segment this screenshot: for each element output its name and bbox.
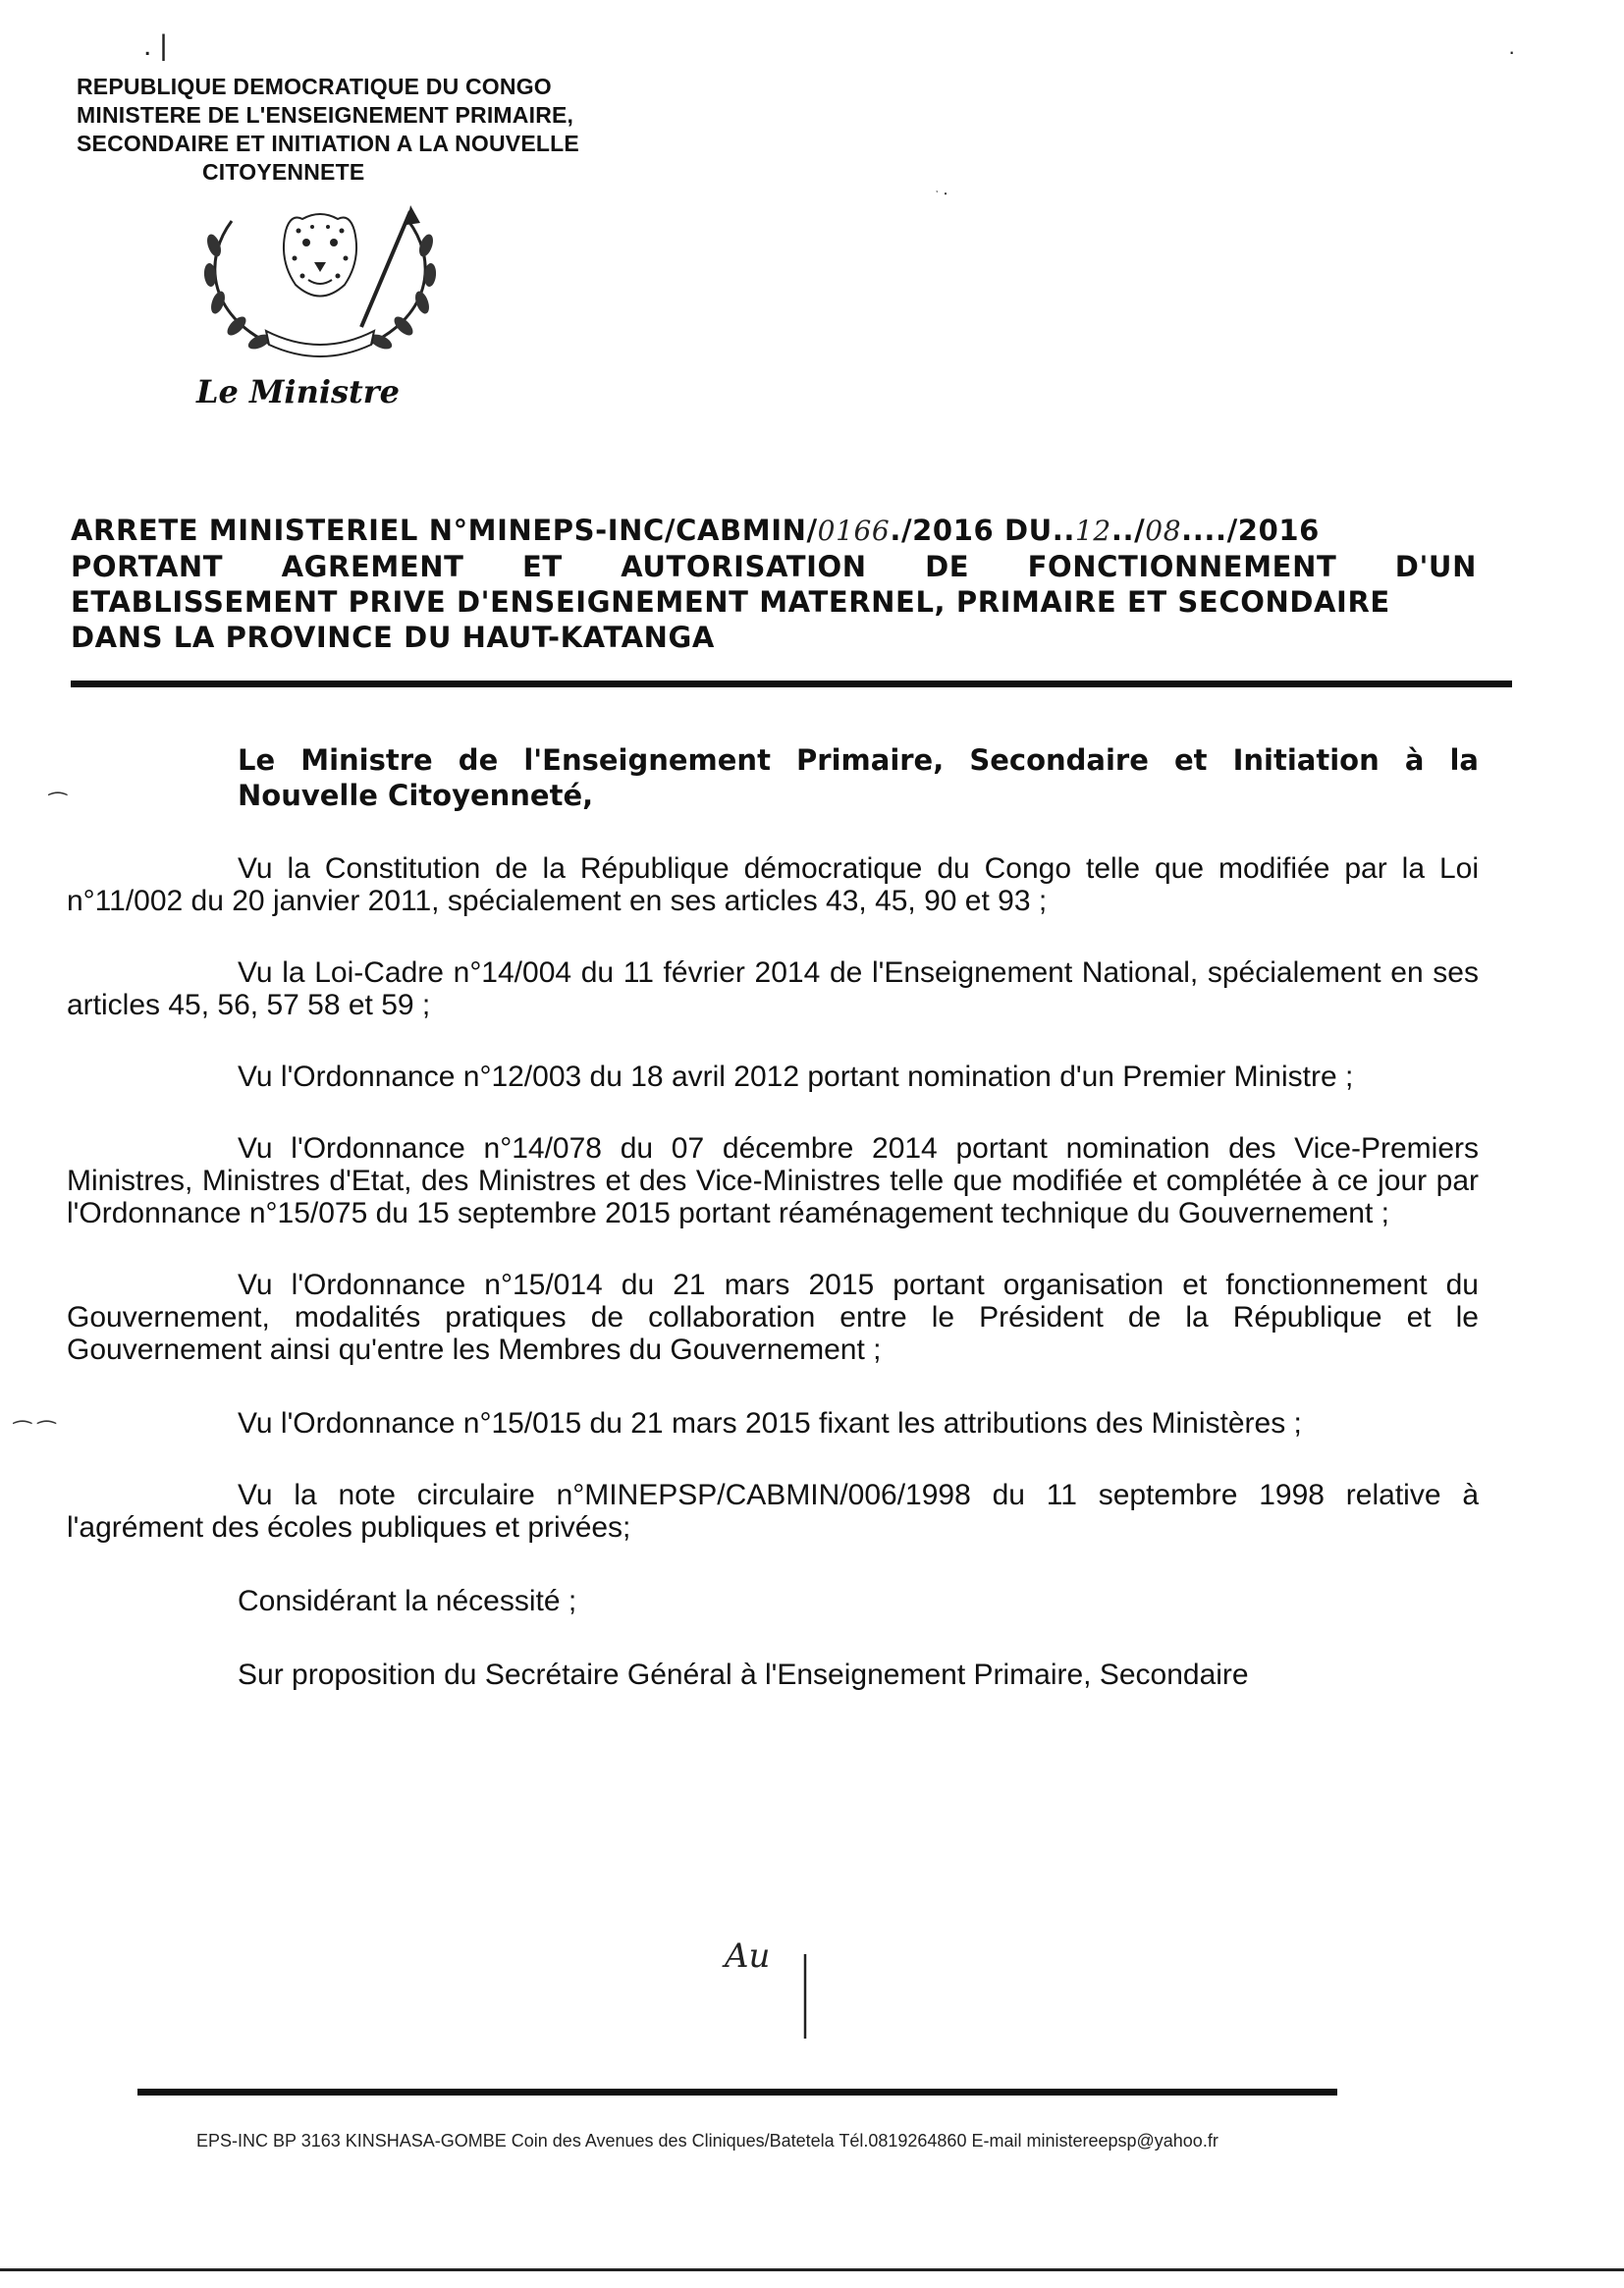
top-stray-mark: . | bbox=[143, 29, 168, 62]
decree-line3: ETABLISSEMENT PRIVE D'ENSEIGNEMENT MATERNEL, PRIMAIRE ET SECONDAIRE bbox=[71, 585, 1390, 619]
handwritten-decree-number: 0166 bbox=[817, 515, 891, 547]
header-country: REPUBLIQUE DEMOCRATIQUE DU CONGO bbox=[77, 74, 552, 99]
handwritten-day: 12 bbox=[1075, 515, 1111, 547]
header-ministry-line2: SECONDAIRE ET INITIATION A LA NOUVELLE bbox=[77, 131, 579, 156]
header-ministry-line3: CITOYENNETE bbox=[202, 159, 365, 185]
scan-bottom-edge bbox=[0, 2268, 1624, 2271]
handwritten-initials: Au bbox=[725, 1936, 771, 1976]
recital-ordonnance-organisation: Vu l'Ordonnance n°15/014 du 21 mars 2015 portant organisation et fonctionnement du Gouvernement, modalités pratiques de collaboration entre le Président de la République et le Gouvernement ainsi qu'entre les Membres du Gouvernement ; bbox=[67, 1269, 1479, 1366]
decree-title bbox=[71, 513, 1477, 655]
margin-mark-2: ⁀ ⁀ bbox=[14, 1422, 56, 1446]
decree-line1-prefix: ARRETE MINISTERIEL N°MINEPS-INC/CABMIN/0166./2016 DU..12../08..../2016 bbox=[71, 514, 1320, 547]
recital-note-circulaire: Vu la note circulaire n°MINEPSP/CABMIN/006/1998 du 11 septembre 1998 relative à l'agrément des écoles publiques et privées; bbox=[67, 1479, 1479, 1544]
recital-ordonnance-premier-ministre: Vu l'Ordonnance n°12/003 du 18 avril 2012 portant nomination d'un Premier Ministre ; bbox=[238, 1061, 1354, 1093]
footer-contact: EPS-INC BP 3163 KINSHASA-GOMBE Coin des Avenues des Cliniques/Batetela Tél.0819264860 E-mail ministereepsp@yahoo.fr bbox=[196, 2131, 1218, 2151]
corner-dot: · bbox=[1508, 39, 1516, 64]
handwritten-month: 08 bbox=[1145, 515, 1182, 547]
leopard-coat-of-arms-icon bbox=[192, 201, 448, 368]
recital-proposition: Sur proposition du Secrétaire Général à l'Enseignement Primaire, Secondaire bbox=[238, 1659, 1249, 1691]
decree-line4: DANS LA PROVINCE DU HAUT-KATANGA bbox=[71, 621, 715, 654]
footer-divider bbox=[137, 2089, 1337, 2096]
recital-loi-cadre: Vu la Loi-Cadre n°14/004 du 11 février 2014 de l'Enseignement National, spécialement en ses articles 45, 56, 57 58 et 59 ; bbox=[67, 956, 1479, 1021]
margin-mark-1: ⁀ bbox=[49, 793, 67, 818]
recital-ordonnance-attributions: Vu l'Ordonnance n°15/015 du 21 mars 2015 fixant les attributions des Ministères ; bbox=[238, 1407, 1302, 1440]
decree-number-line bbox=[71, 513, 1477, 549]
recital-constitution: Vu la Constitution de la République démocratique du Congo telle que modifiée par la Loi n°11/002 du 20 janvier 2011, spécialement en ses articles 43, 45, 90 et 93 ; bbox=[67, 852, 1479, 917]
scan-speck: ˑ ⸱ bbox=[935, 187, 948, 203]
decree-body bbox=[67, 742, 1479, 1691]
signatory-title: Le Ministre bbox=[196, 373, 401, 410]
issuer-header bbox=[77, 73, 626, 187]
header-ministry-line1: MINISTERE DE L'ENSEIGNEMENT PRIMAIRE, bbox=[77, 102, 574, 128]
decree-line2: PORTANT AGREMENT ET AUTORISATION DE FONCTIONNEMENT D'UN bbox=[71, 550, 1477, 583]
title-divider bbox=[71, 681, 1512, 687]
addressee: Le Ministre de l'Enseignement Primaire, Secondaire et Initiation à la Nouvelle Citoyenneté, bbox=[238, 743, 1479, 812]
recital-considerant: Considérant la nécessité ; bbox=[238, 1585, 577, 1617]
recital-ordonnance-gouvernement: Vu l'Ordonnance n°14/078 du 07 décembre 2014 portant nomination des Vice-Premiers Ministres, Ministres d'Etat, des Ministres et des Vice-Ministres telle que modifiée et complétée à ce jour par l'Ordonnance n°15/075 du 15 septembre 2015 portant réaménagement technique du Gouvernement ; bbox=[67, 1132, 1479, 1229]
initials-stroke bbox=[803, 1954, 807, 2039]
